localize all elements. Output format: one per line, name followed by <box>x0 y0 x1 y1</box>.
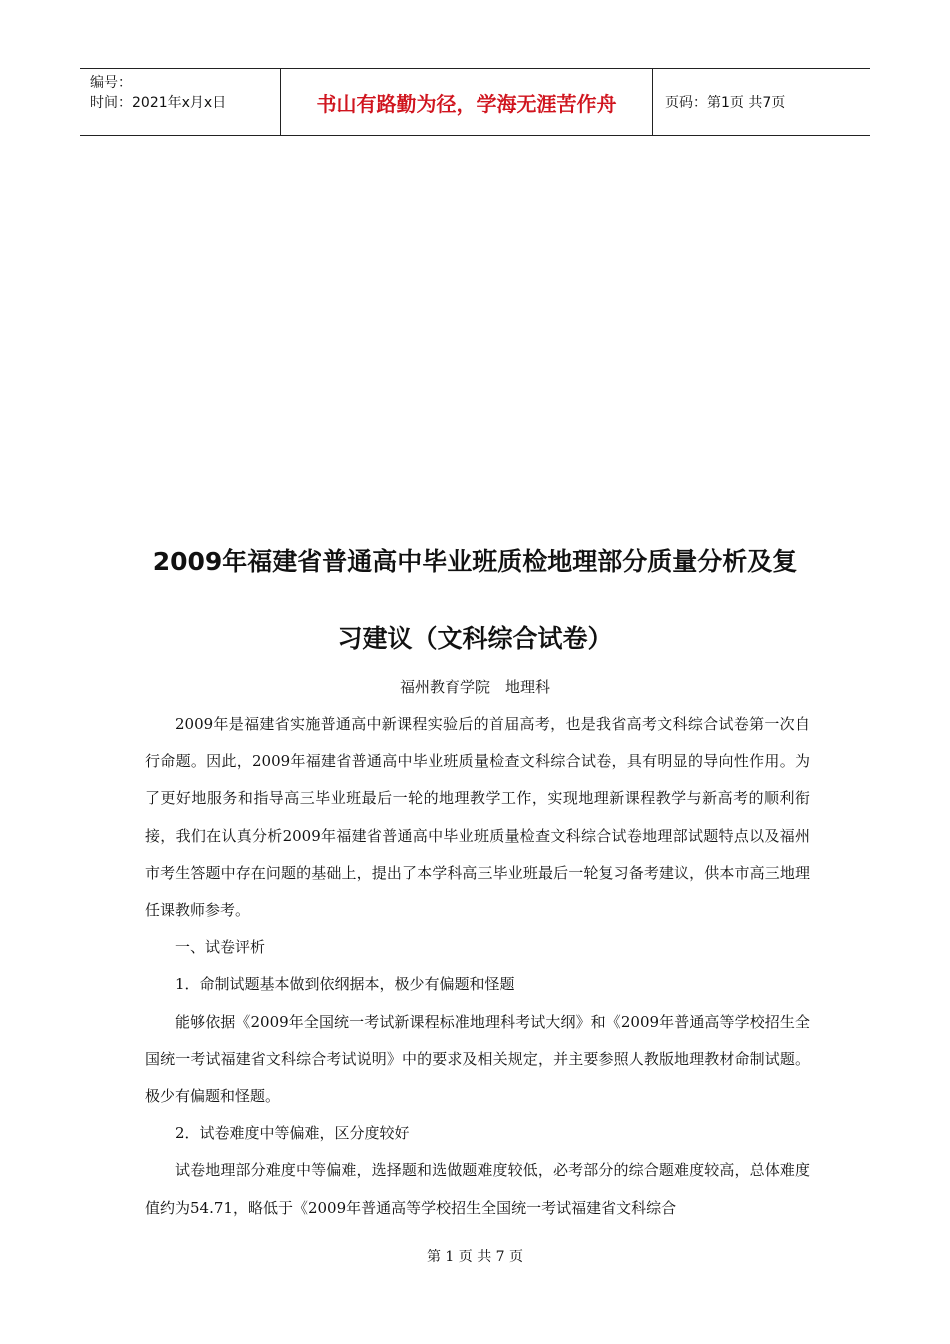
time-label: 时间：2021年x月x日 <box>90 95 227 111</box>
header-motto: 书山有路勤为径，学海无涯苦作舟 <box>281 69 653 135</box>
document-title-line-1: 2009年福建省普通高中毕业班质检地理部分质量分析及复 <box>152 547 798 576</box>
subheading: 2．试卷难度中等偏难，区分度较好 <box>175 1124 410 1143</box>
section-heading: 一、试卷评析 <box>175 938 266 957</box>
serial-label: 编号： <box>90 75 132 91</box>
header-page-info: 页码：第1页 共7页 <box>665 95 786 111</box>
paragraph: 试卷地理部分难度中等偏难，选择题和选做题难度较低，必考部分的综合题难度较高，总体难度值约为54.71，略低于《2009年普通高等学校招生全国统一考试福建省文科综合 <box>145 1161 810 1217</box>
subheading: 1．命制试题基本做到依纲据本，极少有偏题和怪题 <box>175 975 515 994</box>
paragraph: 2009年是福建省实施普通高中新课程实验后的首届高考，也是我省高考文科综合试卷第一次自行命题。因此，2009年福建省普通高中毕业班质量检查文科综合试卷，具有明显的导向性作用。为了更好地服务和指导高三毕业班最后一轮的地理教学工作，实现地理新课程教学与新高考的顺利衔接，我们在认真分析2009年福建省普通高中毕业班质量检查文科综合试卷地理部试题特点以及福州市考生答题中存在问题的基础上，提出了本学科高三毕业班最后一轮复习备考建议，供本市高三地理任课教师参考。 <box>145 715 810 920</box>
document-author: 福州教育学院 地理科 <box>399 678 550 696</box>
page-footer: 第 1 页 共 7 页 <box>426 1249 524 1265</box>
paragraph: 能够依据《2009年全国统一考试新课程标准地理科考试大纲》和《2009年普通高等学校招生全国统一考试福建省文科综合考试说明》中的要求及相关规定，并主要参照人教版地理教材命制试题。极少有偏题和怪题。 <box>145 1012 810 1106</box>
header-table <box>80 68 870 136</box>
header-meta-cell <box>80 69 281 135</box>
document-title-line-2: 习建议（文科综合试卷） <box>337 624 613 653</box>
document-body <box>145 706 810 1227</box>
